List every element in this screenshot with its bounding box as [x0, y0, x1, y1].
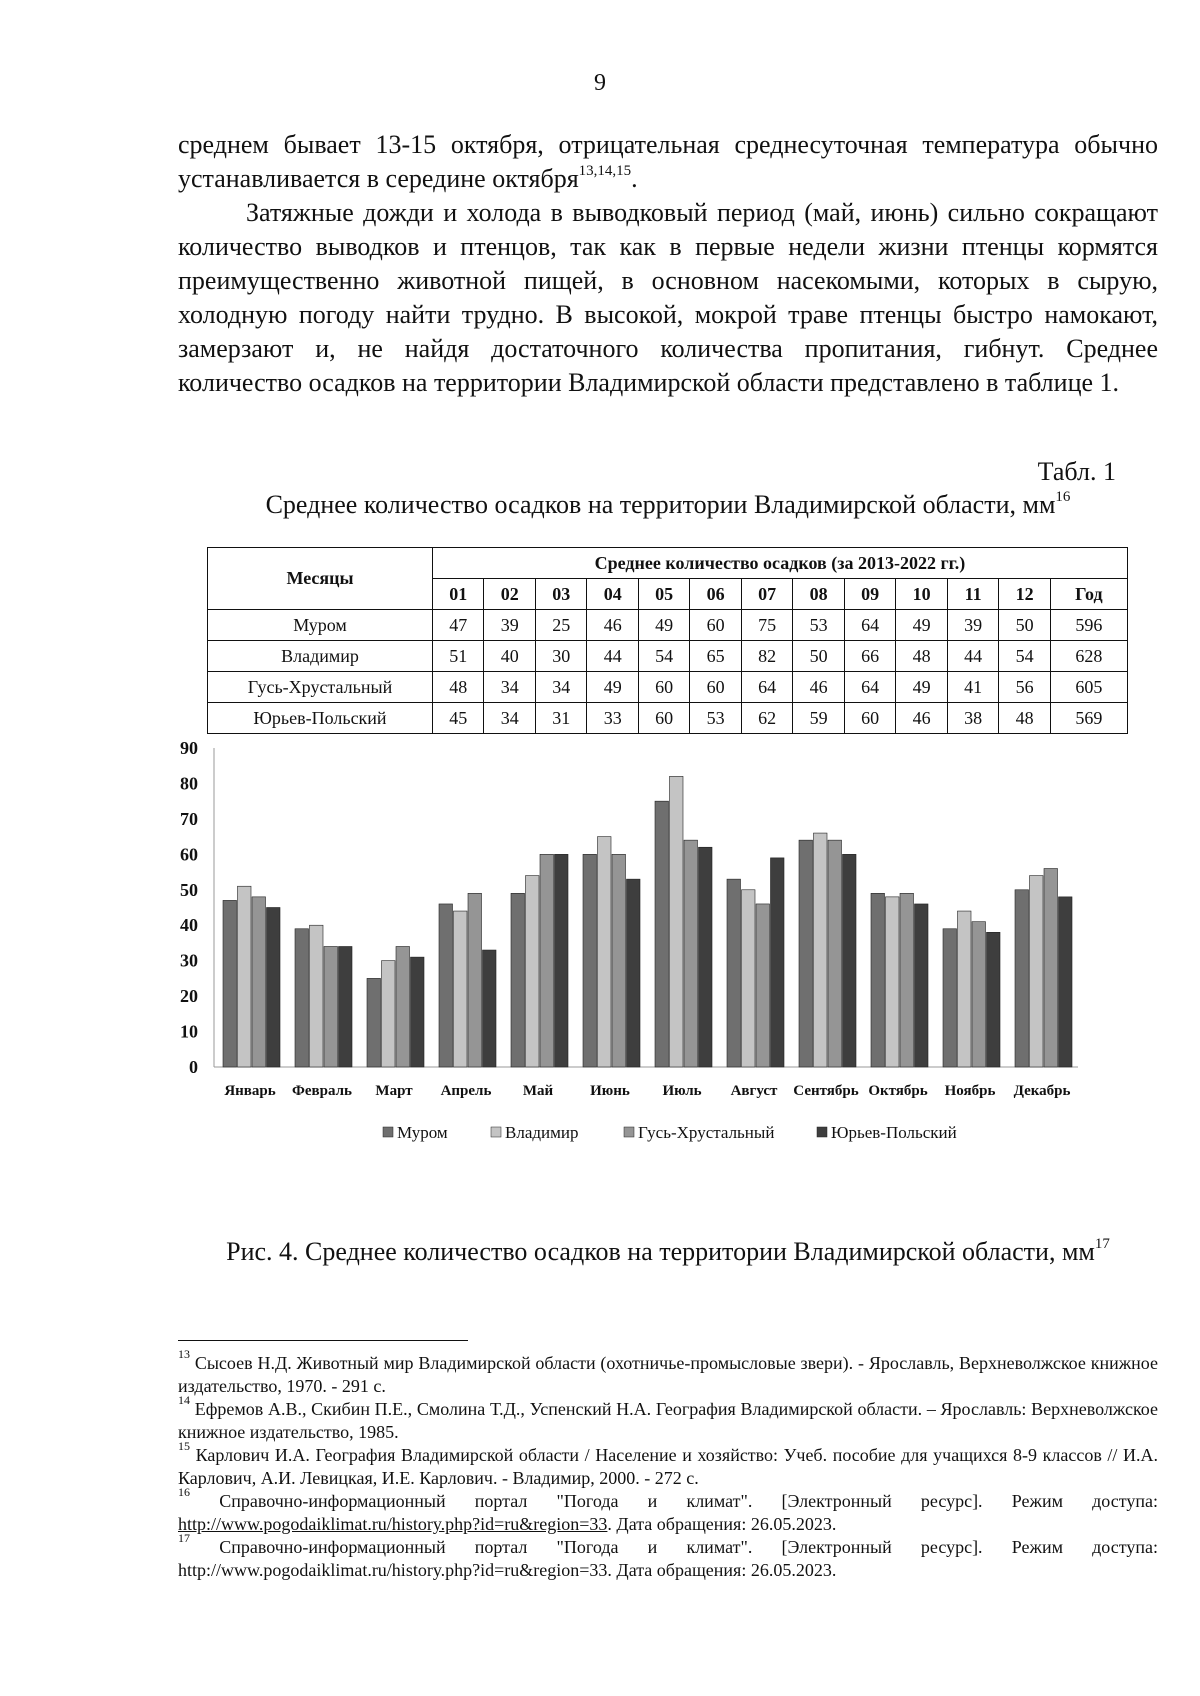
- footnote-text: Ефремов А.В., Скибин П.Е., Смолина Т.Д., Успенский Н.А. География Владимирской области. – Ярославль: Верхневолжское книжное издательство, 1985.: [178, 1399, 1159, 1442]
- value-cell: 75: [741, 610, 792, 641]
- figure-caption: [178, 1237, 1158, 1267]
- y-tick-label: 30: [180, 950, 198, 971]
- value-cell: 46: [793, 672, 844, 703]
- paragraph-1-end: .: [631, 164, 638, 193]
- column-header: 11: [947, 579, 998, 610]
- footnote-date: . Дата обращения: 26.05.2023.: [607, 1560, 837, 1580]
- table-title-text: Среднее количество осадков на территории Владимирской области, мм: [265, 490, 1056, 519]
- footnote-date: . Дата обращения: 26.05.2023.: [607, 1514, 837, 1534]
- bar-Юрьев-Польский: [555, 854, 569, 1067]
- value-cell: 34: [484, 703, 535, 734]
- paragraph-1-text: среднем бывает 13-15 октября, отрицательная среднесуточная температура обычно устанавливается в середине октября: [178, 130, 1158, 193]
- bar-Гусь-Хрустальный: [252, 897, 266, 1067]
- footnote-number: 14: [178, 1393, 190, 1407]
- value-cell: 25: [535, 610, 586, 641]
- x-tick-label: Февраль: [292, 1083, 352, 1099]
- bar-Юрьев-Польский: [699, 847, 713, 1067]
- value-cell: 49: [587, 672, 638, 703]
- value-cell: 34: [484, 672, 535, 703]
- table-row: [208, 703, 1128, 734]
- city-cell: Муром: [208, 610, 433, 641]
- legend-swatch: [491, 1127, 501, 1137]
- bar-Юрьев-Польский: [339, 946, 353, 1067]
- legend-swatch: [624, 1127, 634, 1137]
- footnote-ref[interactable]: 17: [1094, 1236, 1110, 1253]
- value-cell: 56: [999, 672, 1050, 703]
- value-cell: 41: [947, 672, 998, 703]
- value-cell: 39: [484, 610, 535, 641]
- footnote: [178, 1531, 1158, 1582]
- bar-Муром: [223, 900, 237, 1067]
- value-cell: 30: [535, 641, 586, 672]
- group-header: Среднее количество осадков (за 2013-2022 гг.): [433, 548, 1128, 579]
- column-header: 07: [741, 579, 792, 610]
- column-header: 08: [793, 579, 844, 610]
- bar-Муром: [871, 893, 885, 1067]
- column-header: 10: [896, 579, 947, 610]
- bar-Юрьев-Польский: [267, 908, 281, 1068]
- bar-Юрьев-Польский: [771, 858, 785, 1067]
- bar-Гусь-Хрустальный: [756, 904, 770, 1067]
- value-cell: 46: [896, 703, 947, 734]
- column-header: 04: [587, 579, 638, 610]
- table-number: Табл. 1: [1037, 457, 1116, 486]
- footnote: [178, 1485, 1158, 1536]
- value-cell: 44: [947, 641, 998, 672]
- bar-Владимир: [382, 961, 396, 1067]
- legend-swatch: [383, 1127, 393, 1137]
- x-tick-label: Июль: [662, 1083, 702, 1099]
- bar-Муром: [511, 893, 525, 1067]
- legend-label: Гусь-Хрустальный: [638, 1123, 775, 1142]
- city-cell: Владимир: [208, 641, 433, 672]
- y-tick-label: 40: [180, 915, 198, 936]
- footnote-text: Справочно-информационный портал "Погода и климат". [Электронный ресурс]. Режим доступа:: [219, 1491, 1158, 1511]
- value-cell: 596: [1050, 610, 1127, 641]
- bar-Владимир: [598, 837, 612, 1067]
- city-cell: Юрьев-Польский: [208, 703, 433, 734]
- bar-Юрьев-Польский: [987, 932, 1001, 1067]
- legend-swatch: [817, 1127, 827, 1137]
- value-cell: 60: [690, 672, 741, 703]
- value-cell: 62: [741, 703, 792, 734]
- footnote-text: Карлович И.А. География Владимирской области / Население и хозяйство: Учеб. пособие для учащихся 8-9 классов // И.А. Карлович, А.И. Левицкая, И.Е. Карлович. - Владимир, 2000. - 272 с.: [178, 1445, 1159, 1488]
- footnote-link[interactable]: http://www.pogodaiklimat.ru/history.php?id=ru&region=33: [178, 1514, 608, 1534]
- bar-Юрьев-Польский: [843, 854, 857, 1067]
- bar-Юрьев-Польский: [627, 879, 641, 1067]
- bar-Муром: [439, 904, 453, 1067]
- value-cell: 50: [793, 641, 844, 672]
- value-cell: 49: [638, 610, 689, 641]
- bar-Муром: [655, 801, 669, 1067]
- value-cell: 59: [793, 703, 844, 734]
- value-cell: 64: [741, 672, 792, 703]
- legend-label: Юрьев-Польский: [831, 1123, 957, 1142]
- value-cell: 569: [1050, 703, 1127, 734]
- footnotes: [178, 1347, 1159, 1582]
- value-cell: 47: [433, 610, 484, 641]
- bar-Владимир: [742, 890, 756, 1067]
- bar-Юрьев-Польский: [1059, 897, 1073, 1067]
- x-tick-label: Март: [375, 1083, 413, 1099]
- bar-Муром: [1015, 890, 1029, 1067]
- value-cell: 60: [690, 610, 741, 641]
- legend-label: Муром: [397, 1123, 448, 1142]
- value-cell: 45: [433, 703, 484, 734]
- column-header: 02: [484, 579, 535, 610]
- footnote-number: 15: [178, 1439, 190, 1453]
- value-cell: 54: [999, 641, 1050, 672]
- column-header: 03: [535, 579, 586, 610]
- x-tick-label: Апрель: [440, 1083, 492, 1099]
- footnote: [178, 1439, 1159, 1490]
- value-cell: 54: [638, 641, 689, 672]
- value-cell: 60: [638, 672, 689, 703]
- value-cell: 31: [535, 703, 586, 734]
- column-header: 09: [844, 579, 895, 610]
- bar-Гусь-Хрустальный: [900, 893, 914, 1067]
- y-tick-label: 20: [180, 986, 198, 1007]
- value-cell: 48: [999, 703, 1050, 734]
- bar-Юрьев-Польский: [411, 957, 425, 1067]
- figure-caption-text: Рис. 4. Среднее количество осадков на территории Владимирской области, мм: [226, 1237, 1095, 1266]
- x-tick-label: Декабрь: [1013, 1083, 1071, 1099]
- page-number: 9: [594, 70, 606, 96]
- bar-Гусь-Хрустальный: [972, 922, 986, 1067]
- footnote-text: Сысоев Н.Д. Животный мир Владимирской области (охотничье-промысловые звери). - Ярославль, Верхневолжское книжное издательство, 1970. - 291 с.: [178, 1353, 1158, 1396]
- value-cell: 48: [896, 641, 947, 672]
- table-row: [208, 641, 1128, 672]
- footnote: [178, 1347, 1158, 1398]
- y-tick-label: 70: [180, 808, 198, 829]
- bar-Владимир: [238, 886, 252, 1067]
- footnote: [178, 1393, 1159, 1444]
- bar-Владимир: [958, 911, 972, 1067]
- footnote-link[interactable]: http://www.pogodaiklimat.ru/history.php?id=ru&region=33: [178, 1560, 608, 1580]
- bar-Муром: [367, 978, 381, 1067]
- value-cell: 64: [844, 672, 895, 703]
- value-cell: 51: [433, 641, 484, 672]
- bar-Гусь-Хрустальный: [612, 854, 626, 1067]
- y-tick-label: 90: [180, 738, 198, 758]
- city-cell: Гусь-Хрустальный: [208, 672, 433, 703]
- column-header: 12: [999, 579, 1050, 610]
- bar-Гусь-Хрустальный: [468, 893, 482, 1067]
- bar-Владимир: [310, 925, 324, 1067]
- bar-Владимир: [454, 911, 468, 1067]
- bar-Муром: [295, 929, 309, 1067]
- value-cell: 60: [844, 703, 895, 734]
- value-cell: 53: [690, 703, 741, 734]
- y-tick-label: 0: [189, 1057, 198, 1077]
- value-cell: 34: [535, 672, 586, 703]
- bar-Муром: [799, 840, 813, 1067]
- bar-Муром: [583, 854, 597, 1067]
- y-tick-label: 60: [180, 844, 198, 865]
- bar-Гусь-Хрустальный: [540, 854, 554, 1067]
- precipitation-chart: [178, 736, 1088, 1166]
- value-cell: 50: [999, 610, 1050, 641]
- precipitation-table: [207, 547, 1128, 734]
- bar-Гусь-Хрустальный: [1044, 869, 1058, 1067]
- column-header: 01: [433, 579, 484, 610]
- x-tick-label: Январь: [224, 1083, 276, 1099]
- table-header-row: [208, 548, 1128, 579]
- footnote-number: 16: [178, 1485, 190, 1499]
- value-cell: 64: [844, 610, 895, 641]
- value-cell: 66: [844, 641, 895, 672]
- value-cell: 49: [896, 610, 947, 641]
- footnote-ref[interactable]: 16: [1055, 489, 1071, 506]
- footnote-number: 17: [178, 1531, 190, 1545]
- value-cell: 38: [947, 703, 998, 734]
- table-row: [208, 610, 1128, 641]
- bar-Владимир: [670, 776, 684, 1067]
- table-title: [178, 490, 1158, 520]
- footnote-number: 13: [178, 1347, 190, 1361]
- bar-Муром: [727, 879, 741, 1067]
- paragraph-1: [178, 128, 1158, 196]
- x-tick-label: Сентябрь: [793, 1083, 859, 1099]
- bar-Юрьев-Польский: [915, 904, 929, 1067]
- x-tick-label: Май: [522, 1083, 554, 1099]
- footnote-separator: [178, 1340, 468, 1341]
- table-row: [208, 672, 1128, 703]
- y-tick-label: 50: [180, 879, 198, 900]
- value-cell: 49: [896, 672, 947, 703]
- value-cell: 605: [1050, 672, 1127, 703]
- value-cell: 53: [793, 610, 844, 641]
- row-header: Месяцы: [208, 548, 433, 610]
- value-cell: 48: [433, 672, 484, 703]
- legend-label: Владимир: [505, 1123, 579, 1142]
- paragraph-2: Затяжные дожди и холода в выводковый период (май, июнь) сильно сокращают количество выводков и птенцов, так как в первые недели жизни птенцы кормятся преимущественно животной пищей, в основном насекомыми, которых в сырую, холодную погоду найти трудно. В высокой, мокрой траве птенцы быстро намокают, замерзают и, не найдя достаточного количества пропитания, гибнут. Среднее количество осадков на территории Владимирской области представлено в таблице 1.: [178, 198, 1158, 397]
- x-tick-label: Октябрь: [868, 1083, 928, 1099]
- bar-Гусь-Хрустальный: [684, 840, 698, 1067]
- bar-Владимир: [526, 876, 540, 1067]
- column-header: 06: [690, 579, 741, 610]
- x-tick-label: Ноябрь: [944, 1083, 996, 1099]
- bar-Юрьев-Польский: [483, 950, 497, 1067]
- bar-Владимир: [886, 897, 900, 1067]
- value-cell: 39: [947, 610, 998, 641]
- footnote-ref[interactable]: 13,14,15: [578, 163, 632, 180]
- x-tick-label: Август: [730, 1083, 778, 1099]
- bar-Владимир: [1030, 876, 1044, 1067]
- x-tick-label: Июнь: [590, 1083, 630, 1099]
- value-cell: 65: [690, 641, 741, 672]
- value-cell: 33: [587, 703, 638, 734]
- y-tick-label: 80: [180, 773, 198, 794]
- footnote-text: Справочно-информационный портал "Погода и климат". [Электронный ресурс]. Режим доступа:: [219, 1537, 1158, 1557]
- bar-Гусь-Хрустальный: [396, 946, 410, 1067]
- table-body: [208, 610, 1128, 734]
- body-text: [178, 128, 1158, 400]
- y-tick-label: 10: [180, 1021, 198, 1042]
- value-cell: 46: [587, 610, 638, 641]
- value-cell: 44: [587, 641, 638, 672]
- bar-Владимир: [814, 833, 828, 1067]
- column-header: 05: [638, 579, 689, 610]
- bar-Муром: [943, 929, 957, 1067]
- value-cell: 60: [638, 703, 689, 734]
- value-cell: 628: [1050, 641, 1127, 672]
- column-header: Год: [1050, 579, 1127, 610]
- bar-Гусь-Хрустальный: [324, 946, 338, 1067]
- bar-Гусь-Хрустальный: [828, 840, 842, 1067]
- value-cell: 82: [741, 641, 792, 672]
- value-cell: 40: [484, 641, 535, 672]
